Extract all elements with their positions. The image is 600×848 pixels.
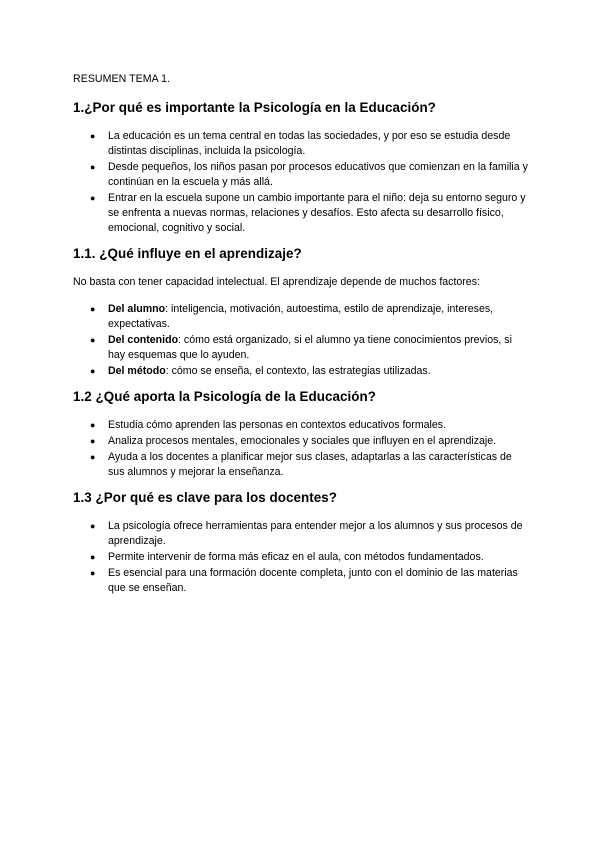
factor-term: Del alumno (108, 303, 166, 315)
bullet-icon: ● (90, 366, 96, 376)
bullet-icon: ● (90, 452, 96, 462)
section-1-1-list (73, 302, 530, 379)
list-item: ● Es esencial para una formación docente completa, junto con el dominio de las materias que se enseñan. (90, 567, 518, 594)
list-item: ● La psicología ofrece herramientas para entender mejor a los alumnos y sus procesos de aprendizaje. (90, 520, 523, 547)
section-heading-1-3: 1.3 ¿Por qué es clave para los docentes? (73, 490, 337, 505)
bullet-icon: ● (90, 521, 96, 531)
bullet-icon: ● (90, 193, 96, 203)
list-item: ● Entrar en la escuela supone un cambio importante para el niño: deja su entorno seguro y se enfrenta a nuevas normas, relaciones y desafíos. Esto afecta su desarrollo físico, emocional, cognitivo y social. (90, 192, 526, 234)
list-item: ● Ayuda a los docentes a planificar mejor sus clases, adaptarlas a las características de sus alumnos y mejorar la enseñanza. (90, 451, 512, 478)
list-item: ● Permite intervenir de forma más eficaz en el aula, con métodos fundamentados. (90, 551, 484, 563)
section-1-3-list (73, 519, 530, 596)
list-item: ● Desde pequeños, los niños pasan por procesos educativos que comienzan en la familia y continúan en la escuela y más allá. (90, 161, 528, 188)
bullet-icon: ● (90, 162, 96, 172)
list-item: ● Del método: cómo se enseña, el contexto, las estrategias utilizadas. (90, 365, 431, 377)
list-item: ● Del contenido: cómo está organizado, si el alumno ya tiene conocimientos previos, si hay esquemas que lo ayuden. (90, 334, 512, 361)
bullet-icon: ● (90, 131, 96, 141)
bullet-icon: ● (90, 436, 96, 446)
list-item: ● Del alumno: inteligencia, motivación, autoestima, estilo de aprendizaje, intereses, expectativas. (90, 303, 494, 330)
section-1-1-intro: No basta con tener capacidad intelectual. El aprendizaje depende de muchos factores: (73, 276, 480, 288)
factor-term: Del método (108, 365, 166, 377)
list-item: ● La educación es un tema central en todas las sociedades, y por eso se estudia desde distintas disciplinas, incluida la psicología. (90, 130, 511, 157)
section-heading-1: 1.¿Por qué es importante la Psicología en la Educación? (73, 100, 436, 115)
bullet-icon: ● (90, 568, 96, 578)
bullet-icon: ● (90, 335, 96, 345)
section-heading-1-2: 1.2 ¿Qué aporta la Psicología de la Educación? (73, 389, 376, 404)
list-item: ● Estudia cómo aprenden las personas en contextos educativos formales. (90, 419, 447, 431)
bullet-icon: ● (90, 552, 96, 562)
bullet-icon: ● (90, 304, 96, 314)
list-item: ● Analiza procesos mentales, emocionales y sociales que influyen en el aprendizaje. (90, 435, 497, 447)
document-title: RESUMEN TEMA 1. (73, 73, 171, 85)
section-1-2-list (73, 418, 530, 480)
section-1-list (73, 129, 530, 236)
bullet-icon: ● (90, 420, 96, 430)
factor-term: Del contenido (108, 334, 179, 346)
section-heading-1-1: 1.1. ¿Qué influye en el aprendizaje? (73, 246, 302, 261)
